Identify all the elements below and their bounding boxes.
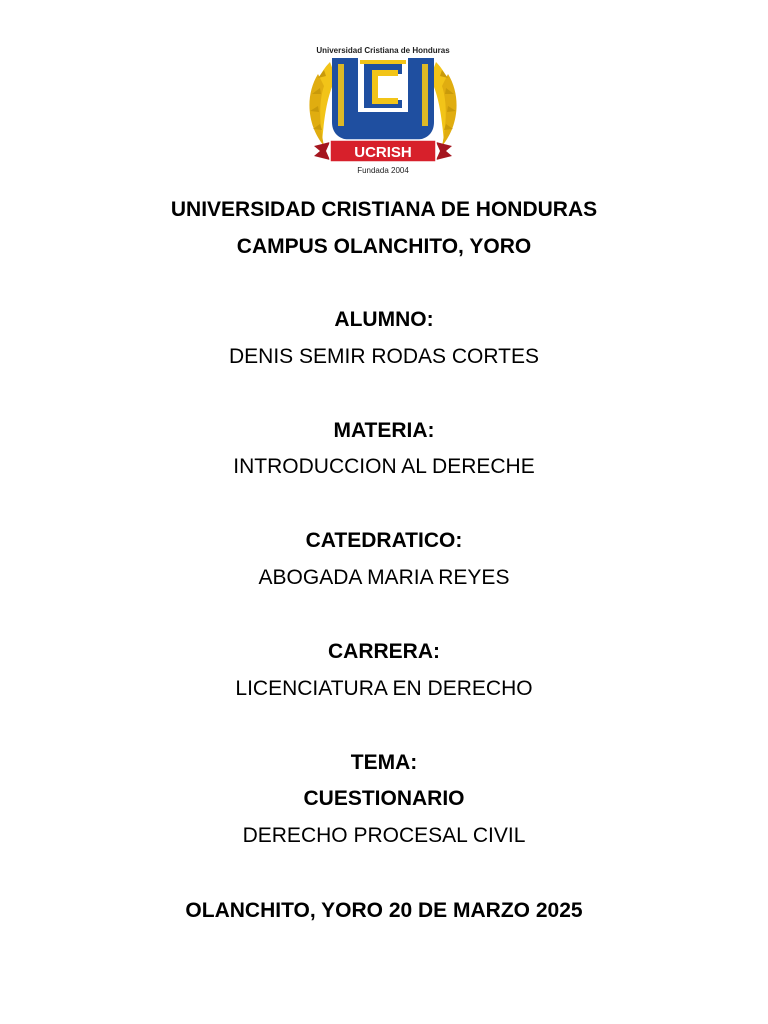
campus-name: CAMPUS OLANCHITO, YORO	[236, 235, 532, 258]
ucrish-banner	[314, 140, 452, 162]
materia-value: INTRODUCCION AL DERECHE	[233, 455, 535, 478]
logo-founded-text: Fundada 2004	[357, 166, 409, 175]
catedratico-label: CATEDRATICO:	[305, 529, 463, 552]
carrera-value: LICENCIATURA EN DERECHO	[235, 677, 533, 700]
carrera-label: CARRERA:	[328, 640, 440, 663]
materia-label: MATERIA:	[333, 419, 435, 442]
alumno-value: DENIS SEMIR RODAS CORTES	[229, 345, 539, 368]
tema-title: CUESTIONARIO	[303, 787, 465, 810]
logo-banner-text: UCRISH	[354, 144, 412, 161]
ucri-emblem-icon	[332, 58, 434, 140]
university-name: UNIVERSIDAD CRISTIANA DE HONDURAS	[170, 198, 598, 221]
alumno-label: ALUMNO:	[334, 308, 434, 331]
tema-label: TEMA:	[350, 751, 418, 774]
logo-arc-text: Universidad Cristiana de Honduras	[316, 46, 450, 55]
tema-value: DERECHO PROCESAL CIVIL	[242, 824, 526, 847]
catedratico-value: ABOGADA MARIA REYES	[258, 566, 510, 589]
university-logo	[302, 42, 464, 176]
place-date: OLANCHITO, YORO 20 DE MARZO 2025	[185, 899, 583, 922]
